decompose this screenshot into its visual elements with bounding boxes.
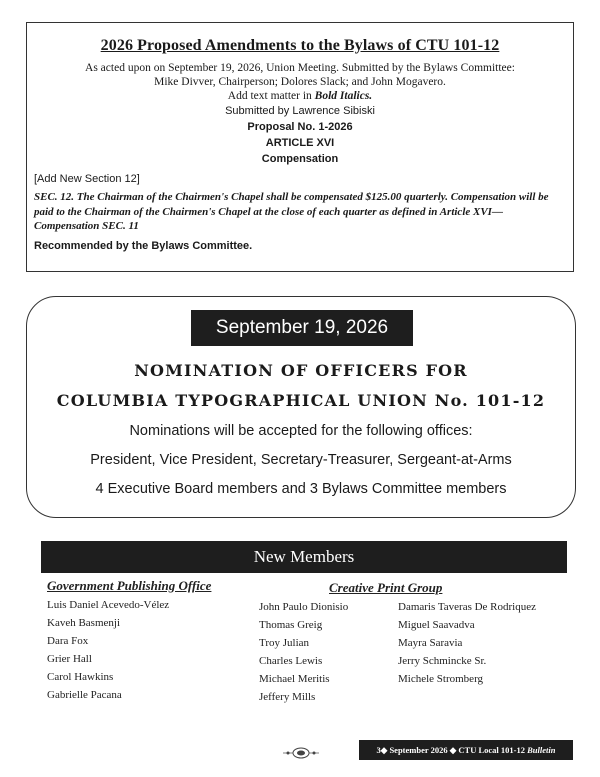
group-heading-cpg: Creative Print Group [329,580,443,595]
list-item: Grier Hall [47,653,92,665]
page-footer [359,740,573,760]
footer-publication: CTU Local 101-12 [458,745,525,755]
decorative-ornament-icon [283,746,319,760]
nomination-board-members: 4 Executive Board members and 3 Bylaws Committee members [95,481,507,497]
group-heading-gpo: Government Publishing Office [47,578,212,593]
amendments-intro-line2: Mike Divver, Chairperson; Dolores Slack; and John Mogavero. [154,76,446,88]
article-topic: Compensation [261,153,339,165]
amendments-title: 2026 Proposed Amendments to the Bylaws of CTU 101-12 [100,37,500,54]
nomination-title-line1: NOMINATION OF OFFICERS FOR [134,361,468,380]
amendments-add-text-note [34,89,566,103]
nomination-box [26,296,576,518]
list-item: Michael Meritis [259,673,330,685]
list-item: Michele Stromberg [398,673,484,685]
nomination-date-banner: September 19, 2026 [191,310,413,346]
list-item: Dara Fox [47,635,89,647]
list-item: Jeffery Mills [259,691,316,703]
list-item: Gabrielle Pacana [47,689,122,701]
gpo-member-list [47,596,169,704]
list-item: Mayra Saravia [398,637,463,649]
new-members-banner: New Members [41,541,567,573]
add-section-note: [Add New Section 12] [34,173,140,185]
nomination-offices: President, Vice President, Secretary-Treasurer, Sergeant-at-Arms [90,452,512,468]
list-item: John Paulo Dionisio [259,601,349,613]
submitted-by: Submitted by Lawrence Sibiski [225,105,375,117]
footer-month: September 2026 [389,745,448,755]
footer-bulletin: Bulletin [527,745,556,755]
nomination-intro: Nominations will be accepted for the following offices: [129,423,473,439]
recommendation-note: Recommended by the Bylaws Committee. [34,239,253,252]
amendments-intro-line1: As acted upon on September 19, 2026, Union Meeting. Submitted by the Bylaws Committee: [85,62,515,74]
bylaws-amendments-box [26,22,574,272]
list-item: Kaveh Basmenji [47,617,121,629]
list-item: Jerry Schmincke Sr. [398,655,487,667]
list-item: Troy Julian [259,637,310,649]
diamond-icon: ◆ [449,745,457,755]
diamond-icon: ◆ [380,745,388,755]
list-item: Charles Lewis [259,655,323,667]
nomination-title-line2: COLUMBIA TYPOGRAPHICAL UNION No. 101-12 [56,391,546,410]
page-number: 3 [376,745,381,755]
article-number: ARTICLE XVI [265,137,335,149]
cpg-member-list-col1 [259,598,348,706]
list-item: Carol Hawkins [47,671,114,683]
list-item: Thomas Greig [259,619,323,631]
proposal-number: Proposal No. 1-2026 [247,121,353,133]
list-item: Luis Daniel Acevedo-Vélez [47,599,170,611]
section-12-text: SEC. 12. The Chairman of the Chairmen's Chapel shall be compensated $125.00 quarterly. Compensation will be paid to the Chairman of the Chairmen's Chapel at the close of each quarter as defined in Article XVI—Compensation SEC. 11 [34,191,549,232]
cpg-member-list-col2 [398,598,536,688]
list-item: Miguel Saavadva [398,619,475,631]
list-item: Damaris Taveras De Rodriquez [398,601,537,613]
add-text-emphasis: Bold Italics. [314,90,373,102]
add-text-prefix: Add text matter in [227,90,315,102]
